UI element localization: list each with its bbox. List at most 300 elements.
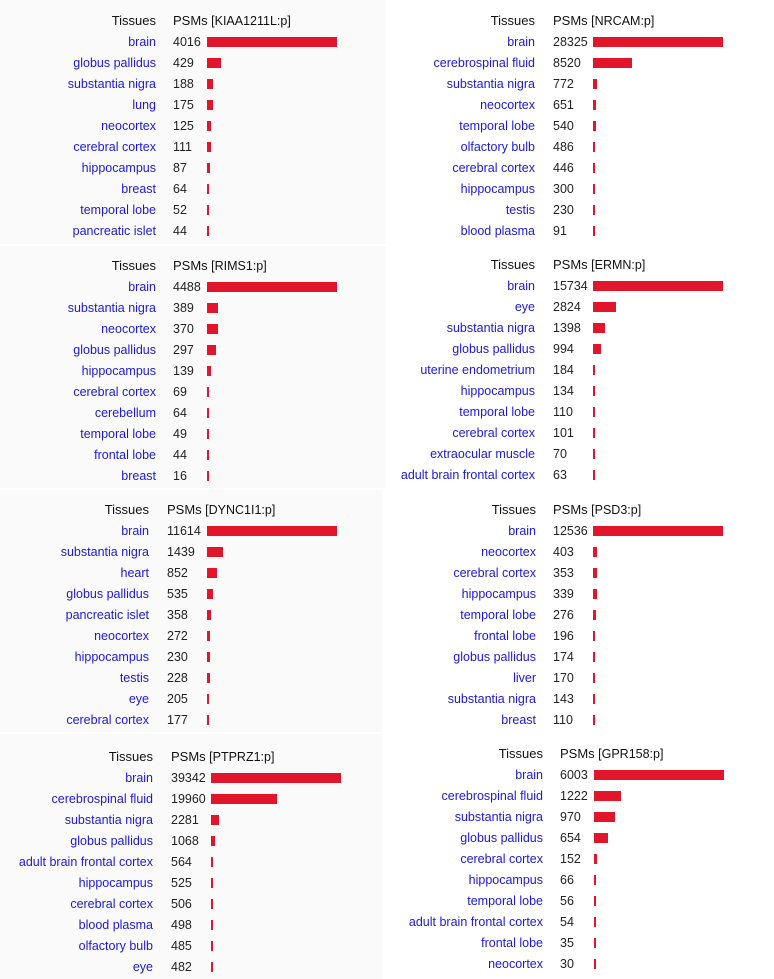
chart-row [388, 850, 774, 871]
psm-value: 482 [171, 960, 192, 974]
psm-value: 297 [173, 343, 194, 357]
protein-label: [PSD3:p] [587, 503, 642, 517]
psm-value: 970 [560, 810, 581, 824]
psm-bar [211, 920, 213, 930]
tissue-link[interactable]: substantia nigra [447, 692, 536, 706]
chart-row [0, 895, 382, 916]
tissue-link[interactable]: hippocampus [81, 161, 156, 175]
psm-value: 389 [173, 301, 194, 315]
psm-value: 205 [167, 692, 188, 706]
chart-row [0, 853, 382, 874]
tissue-link[interactable]: hippocampus [468, 873, 543, 887]
chart-row [388, 543, 774, 564]
psm-value: 44 [173, 448, 187, 462]
tissue-link[interactable]: brain [128, 280, 156, 294]
tissue-link[interactable]: blood plasma [78, 918, 153, 932]
psm-bar [207, 631, 210, 641]
psm-value: 64 [173, 182, 187, 196]
psm-bar [593, 547, 597, 557]
chart-row [388, 277, 774, 298]
psm-value: 772 [553, 77, 574, 91]
psm-bar [593, 610, 596, 620]
tissue-link[interactable]: temporal lobe [80, 203, 156, 217]
chart-row [0, 425, 386, 446]
psm-value: 70 [553, 447, 567, 461]
tissue-link[interactable]: neocortex [101, 119, 156, 133]
psm-value: 6003 [560, 768, 588, 782]
tissue-link[interactable]: neocortex [101, 322, 156, 336]
chart-panel [388, 246, 774, 488]
psm-bar [207, 715, 209, 725]
psm-value: 188 [173, 77, 194, 91]
tissue-link[interactable]: frontal lobe [474, 629, 536, 643]
psm-value: 403 [553, 545, 574, 559]
psm-value: 370 [173, 322, 194, 336]
psm-bar [593, 526, 723, 536]
psm-bar [207, 589, 213, 599]
chart-row [388, 627, 774, 648]
tissue-link[interactable]: cerebral cortex [452, 161, 535, 175]
tissue-link[interactable]: hippocampus [460, 182, 535, 196]
psm-bar [207, 142, 211, 152]
tissue-link[interactable]: brain [507, 35, 535, 49]
psm-bar [594, 959, 596, 969]
tissue-link[interactable]: cerebrospinal fluid [433, 56, 535, 70]
tissue-link[interactable]: substantia nigra [446, 321, 535, 335]
psm-value: 276 [553, 608, 574, 622]
tissue-link[interactable]: temporal lobe [460, 608, 536, 622]
tissue-link[interactable]: brain [507, 279, 535, 293]
psm-bar [207, 163, 210, 173]
psm-value: 63 [553, 468, 567, 482]
psm-value: 358 [167, 608, 188, 622]
psm-bar [594, 833, 608, 843]
tissues-header: Tissues [111, 13, 156, 28]
psm-bar [207, 366, 211, 376]
psm-value: 2281 [171, 813, 199, 827]
tissue-link[interactable]: brain [508, 524, 536, 538]
tissue-link[interactable]: substantia nigra [446, 77, 535, 91]
psm-bar [593, 184, 595, 194]
psm-value: 101 [553, 426, 574, 440]
tissue-link[interactable]: frontal lobe [94, 448, 156, 462]
protein-label: [PTPRZ1:p] [205, 750, 275, 764]
tissue-link[interactable]: testis [505, 203, 535, 217]
psm-bar [593, 631, 595, 641]
chart-row [0, 362, 386, 383]
tissue-link[interactable]: pancreatic islet [65, 608, 149, 622]
psms-label: PSMs [171, 749, 206, 764]
psm-value: 498 [171, 918, 192, 932]
psm-value: 564 [171, 855, 192, 869]
psm-bar [207, 610, 211, 620]
psm-bar [207, 526, 337, 536]
tissue-link[interactable]: cerebral cortex [460, 852, 543, 866]
tissue-link[interactable]: globus pallidus [452, 342, 535, 356]
chart-row [0, 690, 382, 711]
psm-bar [593, 344, 601, 354]
chart-panel [388, 490, 774, 732]
psm-bar [211, 815, 219, 825]
psm-bar [207, 58, 221, 68]
psm-value: 143 [553, 692, 574, 706]
tissue-link[interactable]: cerebral cortex [452, 426, 535, 440]
psms-label: PSMs [553, 257, 588, 272]
psm-bar [593, 281, 723, 291]
tissue-link[interactable]: liver [513, 671, 536, 685]
chart-row [388, 75, 774, 96]
psm-value: 19960 [171, 792, 206, 806]
tissue-link[interactable]: cerebral cortex [73, 385, 156, 399]
tissue-link[interactable]: temporal lobe [459, 405, 535, 419]
psm-value: 30 [560, 957, 574, 971]
tissue-link[interactable]: brain [515, 768, 543, 782]
chart-row [0, 648, 382, 669]
chart-row [0, 201, 386, 222]
chart-row [0, 585, 382, 606]
chart-row [388, 319, 774, 340]
psm-value: 111 [173, 140, 193, 154]
psm-bar [211, 941, 213, 951]
chart-row [0, 769, 382, 790]
tissue-link[interactable]: breast [121, 469, 156, 483]
psm-value: 485 [171, 939, 192, 953]
tissue-link[interactable]: neocortex [481, 545, 536, 559]
tissue-link[interactable]: olfactory bulb [78, 939, 153, 953]
chart-panel [0, 0, 386, 244]
psm-value: 87 [173, 161, 187, 175]
psm-bar [593, 79, 597, 89]
tissue-link[interactable]: brain [125, 771, 153, 785]
chart-row [388, 138, 774, 159]
tissue-link[interactable]: breast [121, 182, 156, 196]
tissue-link[interactable]: globus pallidus [453, 650, 536, 664]
psm-bar [593, 694, 595, 704]
chart-row [388, 424, 774, 445]
chart-row [0, 958, 382, 979]
psm-bar [593, 142, 595, 152]
chart-row [0, 75, 386, 96]
chart-row [0, 278, 386, 299]
psm-bar [593, 470, 595, 480]
chart-row [0, 33, 386, 54]
chart-row [0, 320, 386, 341]
psm-bar [207, 387, 209, 397]
psm-bar [594, 770, 724, 780]
tissue-link[interactable]: cerebrospinal fluid [51, 792, 153, 806]
tissue-link[interactable]: substantia nigra [60, 545, 149, 559]
tissue-link[interactable]: testis [119, 671, 149, 685]
tissue-link[interactable]: cerebral cortex [70, 897, 153, 911]
psm-value: 28325 [553, 35, 588, 49]
chart-row [388, 403, 774, 424]
psm-value: 486 [553, 140, 574, 154]
psm-bar [593, 407, 595, 417]
psm-value: 54 [560, 915, 574, 929]
chart-row [388, 180, 774, 201]
psm-bar [207, 408, 209, 418]
psm-bar [593, 568, 597, 578]
chart-row [0, 606, 382, 627]
protein-label: [NRCAM:p] [587, 14, 655, 28]
tissue-link[interactable]: hippocampus [74, 650, 149, 664]
psm-value: 184 [553, 363, 574, 377]
psm-value: 170 [553, 671, 574, 685]
psm-value: 91 [553, 224, 567, 238]
psm-value: 12536 [553, 524, 588, 538]
psm-value: 540 [553, 119, 574, 133]
chart-row [388, 159, 774, 180]
psm-value: 16 [173, 469, 187, 483]
psm-bar [593, 449, 595, 459]
tissue-link[interactable]: blood plasma [460, 224, 535, 238]
psm-value: 300 [553, 182, 574, 196]
chart-row [388, 201, 774, 222]
tissue-link[interactable]: uterine endometrium [420, 363, 535, 377]
psm-bar [593, 226, 595, 236]
psm-bar [207, 652, 210, 662]
tissue-link[interactable]: temporal lobe [459, 119, 535, 133]
chart-row [388, 298, 774, 319]
chart-panel [388, 0, 774, 244]
chart-row [388, 892, 774, 913]
psm-value: 1068 [171, 834, 199, 848]
psms-label: PSMs [167, 502, 202, 517]
tissue-link[interactable]: eye [132, 960, 153, 974]
psm-value: 125 [173, 119, 194, 133]
chart-row [0, 937, 382, 958]
psm-bar [211, 962, 213, 972]
psm-bar [593, 302, 616, 312]
protein-label: [ERMN:p] [587, 258, 646, 272]
tissues-header: Tissues [111, 258, 156, 273]
psm-bar [207, 205, 209, 215]
protein-label: [GPR158:p] [594, 747, 664, 761]
chart-row [388, 829, 774, 850]
chart-row [0, 404, 386, 425]
tissue-link[interactable]: globus pallidus [66, 587, 149, 601]
chart-panel [388, 730, 774, 979]
tissue-link[interactable]: olfactory bulb [460, 140, 535, 154]
psm-value: 272 [167, 629, 188, 643]
chart-row [388, 117, 774, 138]
chart-row [388, 361, 774, 382]
psm-bar [211, 773, 341, 783]
psm-value: 2824 [553, 300, 581, 314]
psm-value: 4488 [173, 280, 201, 294]
tissue-link[interactable]: frontal lobe [481, 936, 543, 950]
tissues-header: Tissues [490, 257, 535, 272]
chart-row [0, 341, 386, 362]
psm-bar [593, 428, 595, 438]
chart-row [388, 711, 774, 732]
tissue-link[interactable]: extraocular muscle [430, 447, 535, 461]
psms-header [553, 257, 645, 272]
psm-bar [207, 547, 223, 557]
chart-row [0, 564, 382, 585]
psm-value: 429 [173, 56, 194, 70]
psm-value: 994 [553, 342, 574, 356]
chart-row [388, 96, 774, 117]
tissues-header: Tissues [104, 502, 149, 517]
psm-bar [594, 791, 621, 801]
tissue-link[interactable]: hippocampus [81, 364, 156, 378]
psm-bar [207, 100, 213, 110]
tissue-link[interactable]: temporal lobe [467, 894, 543, 908]
psm-bar [593, 386, 595, 396]
tissue-link[interactable]: breast [501, 713, 536, 727]
psm-bar [211, 836, 215, 846]
tissue-link[interactable]: brain [121, 524, 149, 538]
psm-bar [593, 715, 595, 725]
tissue-link[interactable]: hippocampus [461, 587, 536, 601]
tissue-link[interactable]: temporal lobe [80, 427, 156, 441]
psm-value: 446 [553, 161, 574, 175]
psm-bar [207, 184, 209, 194]
chart-row [388, 222, 774, 243]
chart-row [388, 669, 774, 690]
chart-row [0, 916, 382, 937]
psm-bar [211, 878, 213, 888]
psm-value: 174 [553, 650, 574, 664]
tissue-link[interactable]: eye [514, 300, 535, 314]
psm-bar [593, 673, 595, 683]
tissue-link[interactable]: neocortex [488, 957, 543, 971]
psm-bar [593, 121, 596, 131]
psm-bar [207, 568, 217, 578]
tissue-link[interactable]: cerebrospinal fluid [441, 789, 543, 803]
tissue-link[interactable]: adult brain frontal cortex [18, 855, 153, 869]
psm-value: 1398 [553, 321, 581, 335]
psm-value: 66 [560, 873, 574, 887]
psm-value: 230 [553, 203, 574, 217]
psm-value: 69 [173, 385, 187, 399]
psm-value: 535 [167, 587, 188, 601]
chart-row [388, 33, 774, 54]
chart-row [388, 606, 774, 627]
chart-row [0, 180, 386, 201]
chart-row [388, 466, 774, 487]
tissue-link[interactable]: pancreatic islet [72, 224, 156, 238]
psm-bar [207, 450, 209, 460]
psm-value: 152 [560, 852, 581, 866]
tissue-link[interactable]: substantia nigra [454, 810, 543, 824]
chart-row [0, 138, 386, 159]
protein-label: [RIMS1:p] [207, 259, 267, 273]
tissue-link[interactable]: substantia nigra [67, 77, 156, 91]
chart-row [388, 54, 774, 75]
chart-row [388, 955, 774, 976]
tissue-link[interactable]: hippocampus [460, 384, 535, 398]
psm-value: 654 [560, 831, 581, 845]
tissue-link[interactable]: globus pallidus [460, 831, 543, 845]
psm-value: 1439 [167, 545, 195, 559]
tissue-link[interactable]: lung [132, 98, 156, 112]
chart-row [0, 96, 386, 117]
tissue-link[interactable]: substantia nigra [67, 301, 156, 315]
psm-bar [207, 471, 209, 481]
chart-row [388, 648, 774, 669]
psm-bar [211, 794, 277, 804]
chart-row [0, 874, 382, 895]
tissue-link[interactable]: cerebellum [94, 406, 156, 420]
psm-value: 175 [173, 98, 194, 112]
psms-header [167, 502, 275, 517]
psms-label: PSMs [560, 746, 595, 761]
psm-value: 230 [167, 650, 188, 664]
tissue-link[interactable]: cerebral cortex [73, 140, 156, 154]
psm-bar [593, 58, 632, 68]
tissue-link[interactable]: eye [128, 692, 149, 706]
psm-value: 52 [173, 203, 187, 217]
tissue-link[interactable]: globus pallidus [73, 56, 156, 70]
chart-row [0, 790, 382, 811]
chart-row [0, 543, 382, 564]
psm-value: 11614 [167, 524, 201, 538]
chart-row [388, 766, 774, 787]
psm-value: 139 [173, 364, 194, 378]
psm-value: 506 [171, 897, 192, 911]
tissue-link[interactable]: brain [128, 35, 156, 49]
psm-bar [593, 323, 605, 333]
psm-value: 110 [553, 405, 573, 419]
tissue-link[interactable]: neocortex [94, 629, 149, 643]
tissue-link[interactable]: globus pallidus [73, 343, 156, 357]
protein-label: [DYNC1I1:p] [201, 503, 276, 517]
chart-row [0, 446, 386, 467]
tissue-link[interactable]: hippocampus [78, 876, 153, 890]
tissue-link[interactable]: globus pallidus [70, 834, 153, 848]
tissue-link[interactable]: adult brain frontal cortex [400, 468, 535, 482]
psm-value: 177 [167, 713, 188, 727]
psm-value: 64 [173, 406, 187, 420]
psm-value: 4016 [173, 35, 201, 49]
chart-row [388, 585, 774, 606]
chart-row [0, 299, 386, 320]
psm-bar [207, 303, 218, 313]
chart-row [0, 467, 386, 488]
psm-bar [207, 282, 337, 292]
psm-value: 15734 [553, 279, 588, 293]
chart-row [0, 627, 382, 648]
tissue-link[interactable]: heart [120, 566, 149, 580]
tissue-link[interactable]: neocortex [480, 98, 535, 112]
chart-row [0, 811, 382, 832]
psm-bar [593, 589, 597, 599]
chart-row [388, 690, 774, 711]
psm-value: 35 [560, 936, 574, 950]
psm-value: 56 [560, 894, 574, 908]
tissue-link[interactable]: adult brain frontal cortex [408, 915, 543, 929]
psm-value: 1222 [560, 789, 588, 803]
chart-row [0, 117, 386, 138]
psm-bar [207, 79, 213, 89]
psm-bar [594, 875, 596, 885]
psm-value: 44 [173, 224, 187, 238]
tissue-link[interactable]: substantia nigra [64, 813, 153, 827]
psm-bar [594, 917, 596, 927]
chart-row [388, 382, 774, 403]
psm-bar [593, 163, 595, 173]
psms-header [171, 749, 274, 764]
tissue-link[interactable]: cerebral cortex [453, 566, 536, 580]
psm-value: 228 [167, 671, 188, 685]
psm-bar [593, 652, 595, 662]
tissue-link[interactable]: cerebral cortex [66, 713, 149, 727]
psm-value: 525 [171, 876, 192, 890]
chart-row [388, 808, 774, 829]
psms-header [553, 13, 654, 28]
